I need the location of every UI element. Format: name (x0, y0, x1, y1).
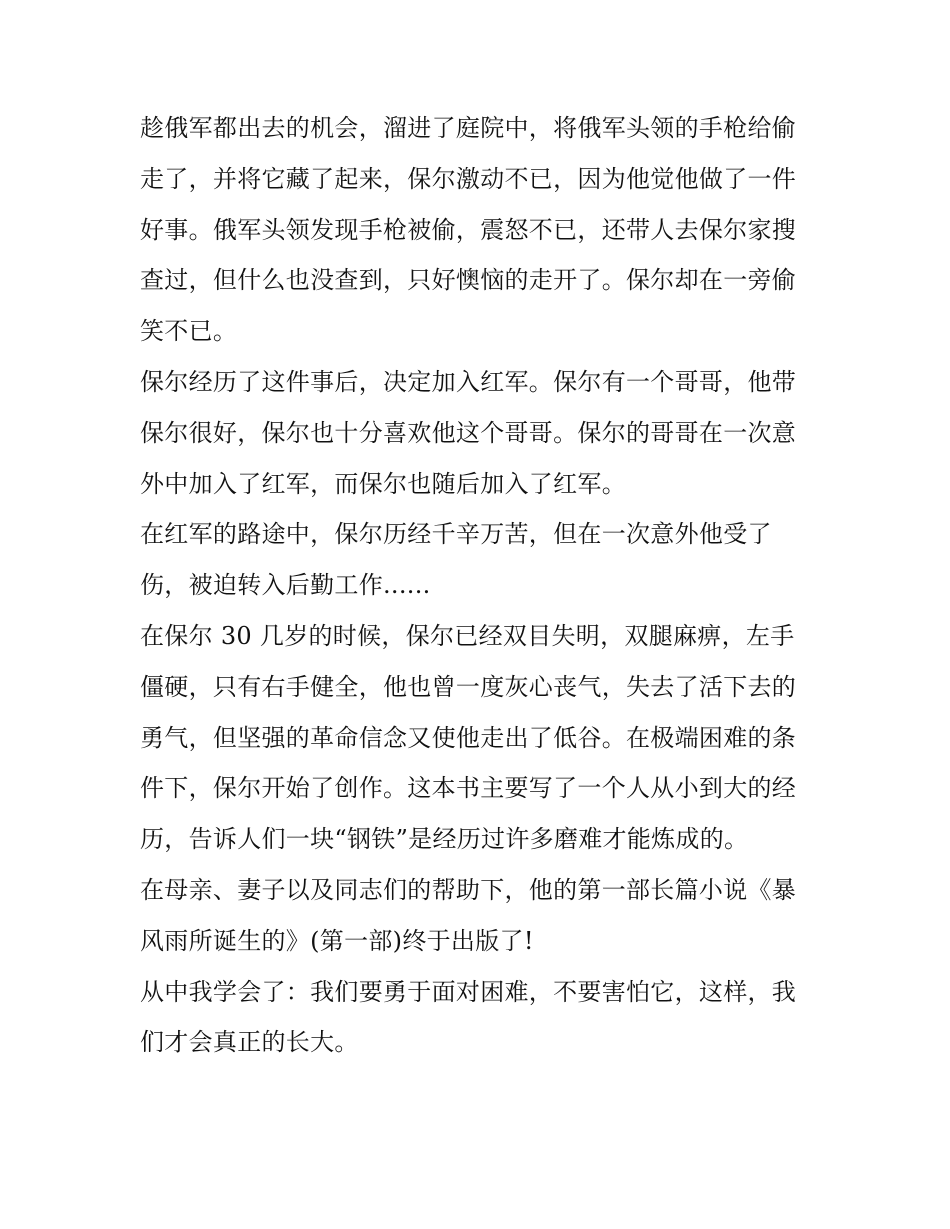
text-line: 历，告诉人们一块“钢铁”是经历过许多磨难才能炼成的。 (140, 825, 749, 854)
text-line: 们才会真正的长大。 (140, 1028, 359, 1057)
text-line: 好事。俄军头领发现手枪被偷，震怒不已，还带人去保尔家搜 (140, 215, 797, 244)
text-line: 在保尔 30 几岁的时候，保尔已经双目失明，双腿麻痹，左手 (140, 621, 795, 650)
text-line: 保尔经历了这件事后，决定加入红军。保尔有一个哥哥，他带 (140, 367, 797, 396)
text-line: 从中我学会了：我们要勇于面对困难，不要害怕它，这样，我 (140, 977, 797, 1006)
text-line: 在红军的路途中，保尔历经千辛万苦，但在一次意外他受了 (140, 520, 772, 549)
text-line: 僵硬，只有右手健全，他也曾一度灰心丧气，失去了活下去的 (140, 672, 797, 701)
text-line: 在母亲、妻子以及同志们的帮助下，他的第一部长篇小说《暴 (140, 875, 797, 904)
text-line: 笑不已。 (140, 317, 238, 346)
text-line: 勇气，但坚强的革命信念又使他走出了低谷。在极端困难的条 (140, 723, 797, 752)
text-line: 走了，并将它藏了起来，保尔激动不已，因为他觉他做了一件 (140, 164, 797, 193)
text-line: 保尔很好，保尔也十分喜欢他这个哥哥。保尔的哥哥在一次意 (140, 418, 797, 447)
text-line: 风雨所诞生的》(第一部)终于出版了! (140, 926, 534, 955)
text-line: 伤，被迫转入后勤工作...... (140, 571, 431, 600)
document-body (140, 103, 820, 1068)
text-line: 趁俄军都出去的机会，溜进了庭院中，将俄军头领的手枪给偷 (140, 114, 797, 142)
text-line: 件下，保尔开始了创作。这本书主要写了一个人从小到大的经 (140, 774, 797, 803)
text-line: 查过，但什么也没查到，只好懊恼的走开了。保尔却在一旁偷 (140, 266, 797, 295)
text-line: 外中加入了红军，而保尔也随后加入了红军。 (140, 469, 626, 498)
